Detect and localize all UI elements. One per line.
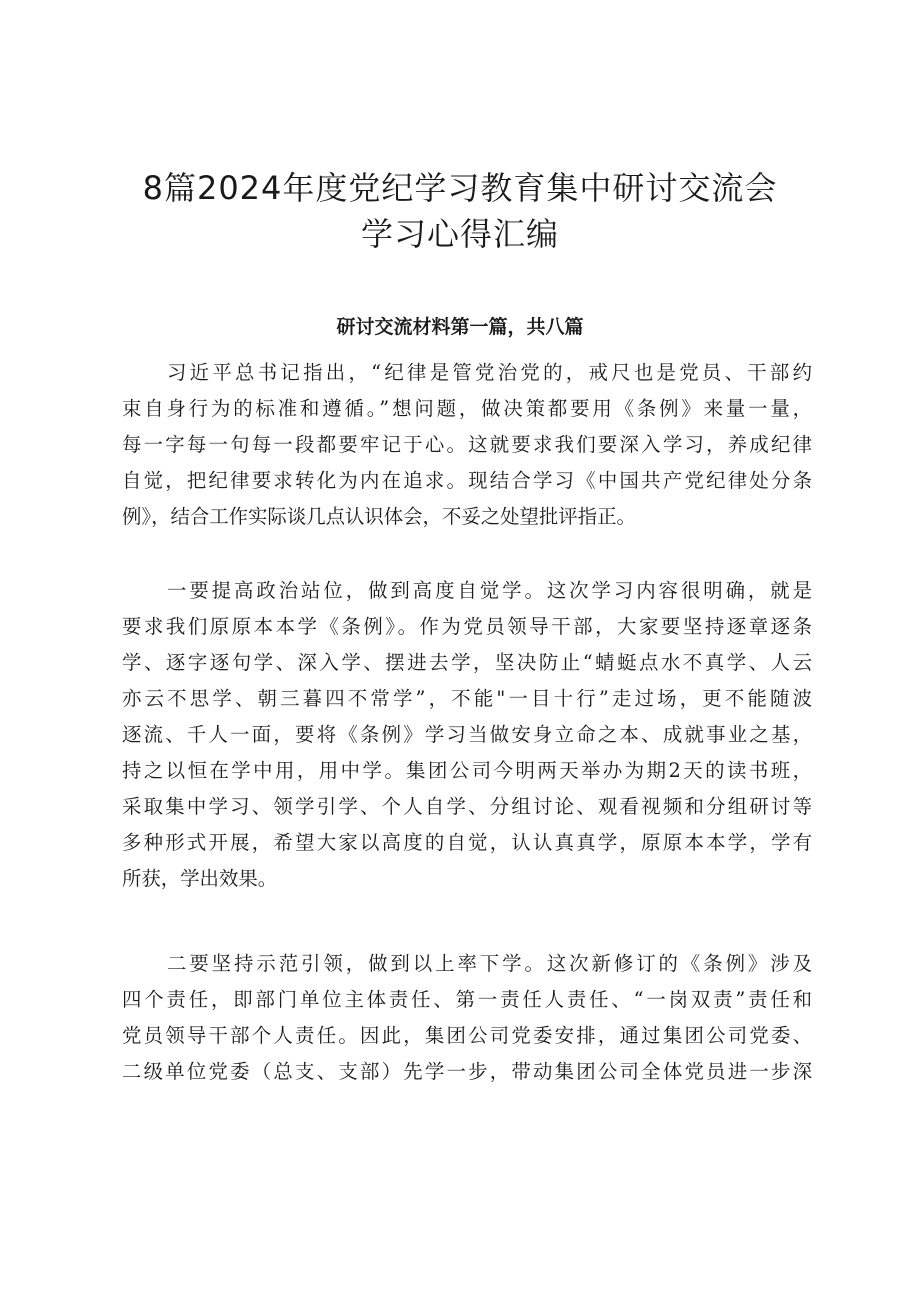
paragraph-line: 采取集中学习、领学引学、个人自学、分组讨论、观看视频和分组研讨等 [122,795,812,818]
paragraph-line: 自觉，把纪律要求转化为内在追求。现结合学习《中国共产党纪律处分条 [122,469,812,492]
paragraph-line: 二要坚持示范引领，做到以上率下学。这次新修订的《条例》涉及 [167,952,812,975]
paragraph-line: 逐流、千人一面，要将《条例》学习当做安身立命之本、成就事业之基， [122,723,812,746]
paragraph-1 [122,355,812,535]
paragraph-line: 亦云不思学、朝三暮四不常学”，不能"一目十行”走过场，更不能随波 [122,687,812,710]
paragraph-line: 学、逐字逐句学、深入学、摆进去学，坚决防止“蜻蜓点水不真学、人云 [122,651,812,674]
section-subtitle: 研讨交流材料第一篇，共八篇 [336,316,584,338]
paragraph-line: 例》，结合工作实际谈几点认识体会，不妥之处望批评指正。 [122,505,636,528]
paragraph-line: 一要提高政治站位，做到高度自觉学。这次学习内容很明确，就是 [167,579,812,602]
document-title-line-1: 8篇2024年度党纪学习教育集中研讨交流会 [142,169,778,207]
paragraph-line: 党员领导干部个人责任。因此，集团公司党委安排，通过集团公司党委、 [122,1024,812,1047]
paragraph-line: 持之以恒在学中用，用中学。集团公司今明两天举办为期2天的读书班， [122,759,812,782]
paragraph-line: 束自身行为的标准和遵循。”想问题，做决策都要用《条例》来量一量， [122,397,812,420]
paragraph-line: 要求我们原原本本学《条例》。作为党员领导干部，大家要坚持逐章逐条 [122,615,812,638]
paragraph-2 [122,573,812,897]
document-title-line-2: 学习心得汇编 [360,215,559,253]
paragraph-line: 多种形式开展，希望大家以高度的自觉，认认真真学，原原本本学，学有 [122,831,812,854]
paragraph-line: 二级单位党委（总支、支部）先学一步，带动集团公司全体党员进一步深 [122,1060,812,1083]
paragraph-line: 每一字每一句每一段都要牢记于心。这就要求我们要深入学习，养成纪律 [122,433,812,456]
paragraph-line: 四个责任，即部门单位主体责任、第一责任人责任、“一岗双责”责任和 [122,988,812,1011]
paragraph-line: 所获，学出效果。 [122,867,278,890]
paragraph-line: 习近平总书记指出，“纪律是管党治党的，戒尺也是党员、干部约 [167,361,812,384]
paragraph-3 [122,946,812,1090]
